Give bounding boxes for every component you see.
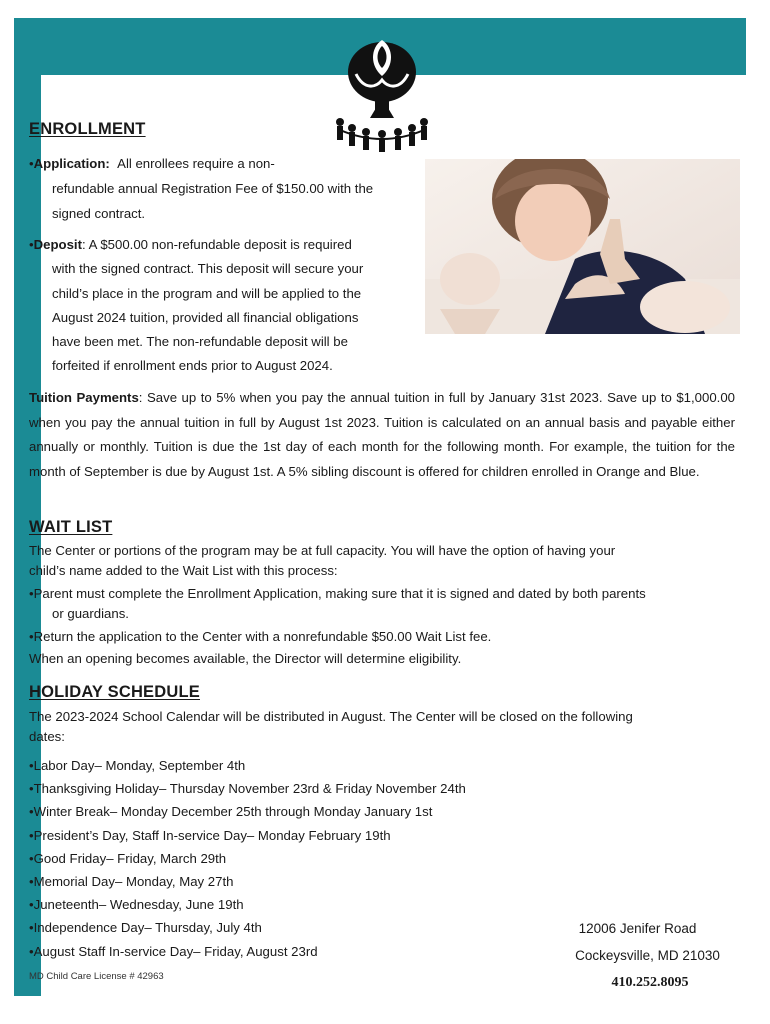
holiday-item-text: Labor Day– Monday, September 4th [33, 758, 246, 773]
waitlist-intro-2: child’s name added to the Wait List with this process: [29, 563, 338, 578]
holiday-item: •Thanksgiving Holiday– Thursday November 23rd & Friday November 24th [29, 781, 466, 797]
license-number: MD Child Care License # 42963 [29, 971, 164, 982]
holiday-item-text: Independence Day– Thursday, July 4th [33, 920, 262, 936]
deposit-line-1: •Deposit: A $500.00 non-refundable deposit is required [29, 237, 352, 252]
holiday-item: •President’s Day, Staff In-service Day– Monday February 19th [29, 827, 391, 843]
enrollment-heading: ENROLLMENT [29, 120, 146, 138]
application-text-1: All enrollees require a non- [117, 156, 275, 171]
application-label: Application: [33, 156, 110, 171]
deposit-text-2: with the signed contract. This deposit will secure your [52, 261, 364, 276]
waitlist-closing: When an opening becomes available, the Director will determine eligibility. [29, 651, 462, 666]
waitlist-item-2-text: Return the application to the Center with a nonrefundable $50.00 Wait List fee. [33, 629, 492, 644]
deposit-text-1: : A $500.00 non-refundable deposit is required [81, 237, 352, 252]
application-line-1: •Application: All enrollees require a non- [29, 156, 275, 171]
holiday-item: •Winter Break– Monday December 25th through Monday January 1st [29, 804, 433, 820]
holiday-heading: HOLIDAY SCHEDULE [29, 683, 200, 701]
deposit-text-6: forfeited if enrollment ends prior to August 2024. [52, 358, 333, 373]
waitlist-item-1: •Parent must complete the Enrollment Application, making sure that it is signed and dated by both parents [29, 586, 646, 601]
holiday-item-text: Thanksgiving Holiday– Thursday November 23rd & Friday November 24th [33, 781, 466, 797]
holiday-item: •Juneteenth– Wednesday, June 19th [29, 897, 244, 913]
holiday-item: •Good Friday– Friday, March 29th [29, 850, 227, 866]
tuition-text: : Save up to 5% when you pay the annual tuition in full by January 31st 2023. Save up to $1,000.00 when you pay the annual tuition in full by August 1st 2023. Tuition is calculated on an annual basis and payable either annually or monthly. Tuition is due the 1st day of each month for the following month. For example, the tuition for the month of September is due by August 1st. A 5% sibling discount is offered for children enrolled in Orange and Blue. [29, 390, 736, 479]
deposit-text-3: child’s place in the program and will be applied to the [52, 286, 362, 301]
address-street: 12006 Jenifer Road [578, 921, 697, 936]
deposit-text-5: have been met. The non-refundable deposit will be [52, 334, 348, 349]
waitlist-item-1-text: Parent must complete the Enrollment Application, making sure that it is signed and dated by both parents [33, 586, 646, 601]
holiday-intro-2: dates: [29, 729, 65, 744]
waitlist-intro-1: The Center or portions of the program may be at full capacity. You will have the option of having your [29, 543, 616, 558]
holiday-item: •Labor Day– Monday, September 4th [29, 758, 246, 773]
deposit-label: Deposit [33, 237, 82, 252]
application-text-2: refundable annual Registration Fee of $150.00 with the [52, 181, 374, 196]
holiday-item-text: President’s Day, Staff In-service Day– Monday February 19th [33, 827, 391, 843]
holiday-item-text: Winter Break– Monday December 25th through Monday January 1st [33, 804, 433, 820]
waitlist-heading: WAIT LIST [29, 518, 113, 536]
holiday-item: •Memorial Day– Monday, May 27th [29, 874, 234, 889]
application-text-3: signed contract. [52, 206, 146, 221]
holiday-item-text: Good Friday– Friday, March 29th [33, 850, 227, 866]
holiday-item-text: August Staff In-service Day– Friday, August 23rd [33, 943, 318, 959]
deposit-text-4: August 2024 tuition, provided all financial obligations [52, 310, 359, 325]
tree-with-children-logo [330, 30, 434, 158]
phone-number: 410.252.8095 [611, 975, 689, 990]
holiday-item-text: Memorial Day– Monday, May 27th [33, 874, 234, 889]
address-city: Cockeysville, MD 21030 [575, 948, 720, 963]
child-playing-wooden-toys-photo [425, 159, 740, 334]
holiday-item-text: Juneteenth– Wednesday, June 19th [33, 897, 244, 913]
holiday-intro-1: The 2023-2024 School Calendar will be distributed in August. The Center will be closed on the following [29, 709, 633, 724]
tuition-paragraph [29, 386, 735, 484]
tuition-label: Tuition Payments [29, 390, 139, 405]
waitlist-item-2: •Return the application to the Center with a nonrefundable $50.00 Wait List fee. [29, 629, 492, 644]
holiday-item: •August Staff In-service Day– Friday, August 23rd [29, 943, 318, 959]
waitlist-item-1-cont: or guardians. [52, 606, 129, 621]
holiday-item: •Independence Day– Thursday, July 4th [29, 920, 262, 936]
